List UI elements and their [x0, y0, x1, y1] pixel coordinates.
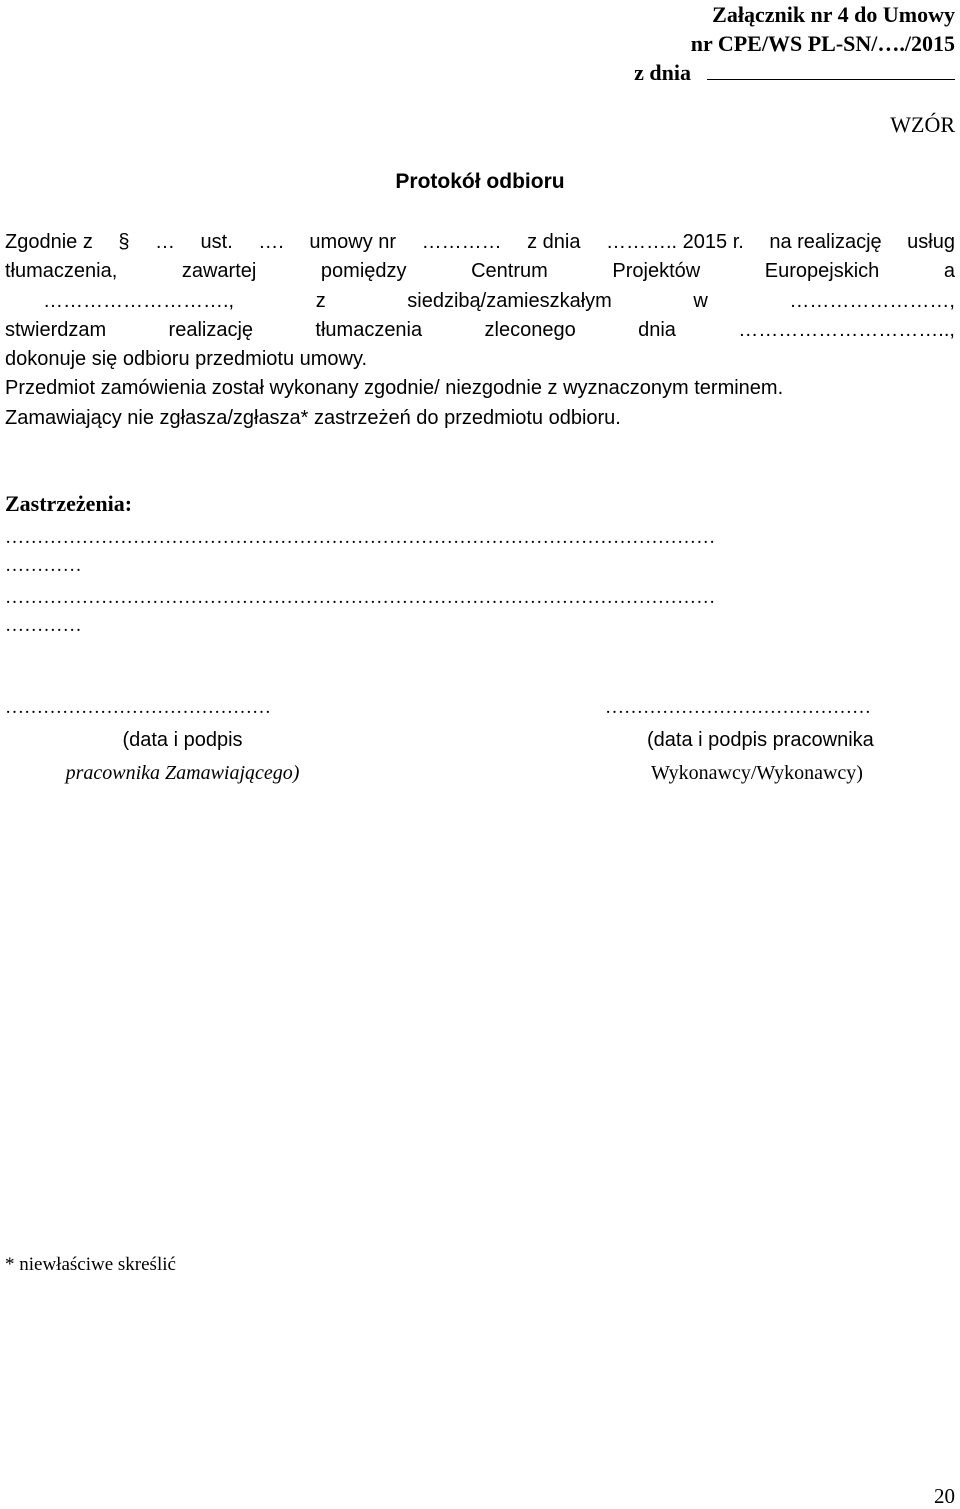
- attachment-date-label: z dnia: [634, 60, 691, 85]
- word: ust.: [200, 231, 233, 253]
- word: stwierdzam: [5, 318, 107, 341]
- paragraph-line-1: [5, 228, 955, 257]
- paragraph-line-5: [5, 345, 955, 374]
- word: zleconego: [484, 318, 576, 341]
- attachment-line-2: nr CPE/WS PL-SN/…./2015: [690, 31, 955, 56]
- page-number: 20: [934, 1484, 955, 1508]
- signature-right-line-2: Wykonawcy/Wykonawcy): [651, 762, 863, 784]
- word: siedzibą/zamieszkałym: [407, 289, 612, 312]
- word: z dnia: [527, 231, 581, 253]
- sentence: Przedmiot zamówienia został wykonany zgodnie/ niezgodnie z wyznaczonym terminem.: [5, 377, 784, 400]
- reservations-dots-long-2: …………………………………………………………………………………………………: [5, 587, 716, 608]
- word: Projektów: [612, 260, 701, 283]
- word: z: [315, 289, 326, 312]
- signature-right-line-1: (data i podpis pracownika: [647, 729, 874, 751]
- paragraph-line-2: [5, 257, 955, 286]
- word: dnia: [638, 318, 676, 341]
- paragraph-symbol: §: [118, 231, 130, 253]
- paragraph-line-7: [5, 404, 955, 433]
- word: Zgodnie z: [5, 231, 93, 253]
- signature-left-dots: ……………………………………: [5, 697, 271, 718]
- word: tłumaczenia,: [5, 260, 118, 283]
- attachment-line-1: Załącznik nr 4 do Umowy: [712, 2, 955, 27]
- word: usług: [907, 231, 955, 253]
- document-title: Protokół odbioru: [395, 170, 565, 193]
- reservations-dots-short-1: …………: [5, 555, 82, 576]
- sentence: dokonuje się odbioru przedmiotu umowy.: [5, 348, 368, 371]
- reservations-dots-short-2: …………: [5, 615, 82, 636]
- blank-dots: ….: [258, 231, 284, 253]
- date-blank: ……….. 2015 r.: [605, 231, 744, 253]
- attachment-header: [634, 0, 955, 87]
- word: tłumaczenia: [315, 318, 423, 341]
- word: pomiędzy: [320, 260, 407, 283]
- signature-left: [5, 692, 360, 790]
- template-label: WZÓR: [890, 112, 955, 137]
- paragraph-line-6: [5, 374, 955, 403]
- protocol-paragraph: [5, 228, 955, 433]
- signature-right: [605, 692, 955, 790]
- word: umowy nr: [309, 231, 397, 253]
- word: Europejskich: [764, 260, 880, 283]
- word: w: [693, 289, 708, 312]
- word: a: [943, 260, 955, 283]
- word: Centrum: [471, 260, 548, 283]
- signature-left-line-2: pracownika Zamawiającego): [65, 762, 300, 784]
- word: na realizację: [769, 231, 882, 253]
- blank-dots: …………………………..,: [738, 318, 955, 341]
- signature-left-line-1: (data i podpis: [122, 729, 243, 751]
- paragraph-line-3: [5, 287, 955, 316]
- word: zawartej: [181, 260, 257, 283]
- blank-dots: …………: [421, 231, 502, 253]
- blank-dots: …: [155, 231, 175, 253]
- footnote: * niewłaściwe skreślić: [5, 1254, 176, 1275]
- paragraph-line-4: [5, 316, 955, 345]
- blank-dots: ……………………….,: [43, 289, 235, 312]
- sentence: Zamawiający nie zgłasza/zgłasza* zastrzeżeń do przedmiotu odbioru.: [5, 406, 621, 429]
- blank-dots: ……………………,: [789, 289, 955, 312]
- signature-right-dots: ……………………………………: [605, 697, 871, 718]
- reservations-dots-long-1: …………………………………………………………………………………………………: [5, 527, 716, 548]
- word: realizację: [168, 318, 254, 341]
- reservations-label: Zastrzeżenia:: [5, 491, 133, 516]
- date-underline: [707, 77, 955, 80]
- attachment-line-3: [634, 58, 955, 87]
